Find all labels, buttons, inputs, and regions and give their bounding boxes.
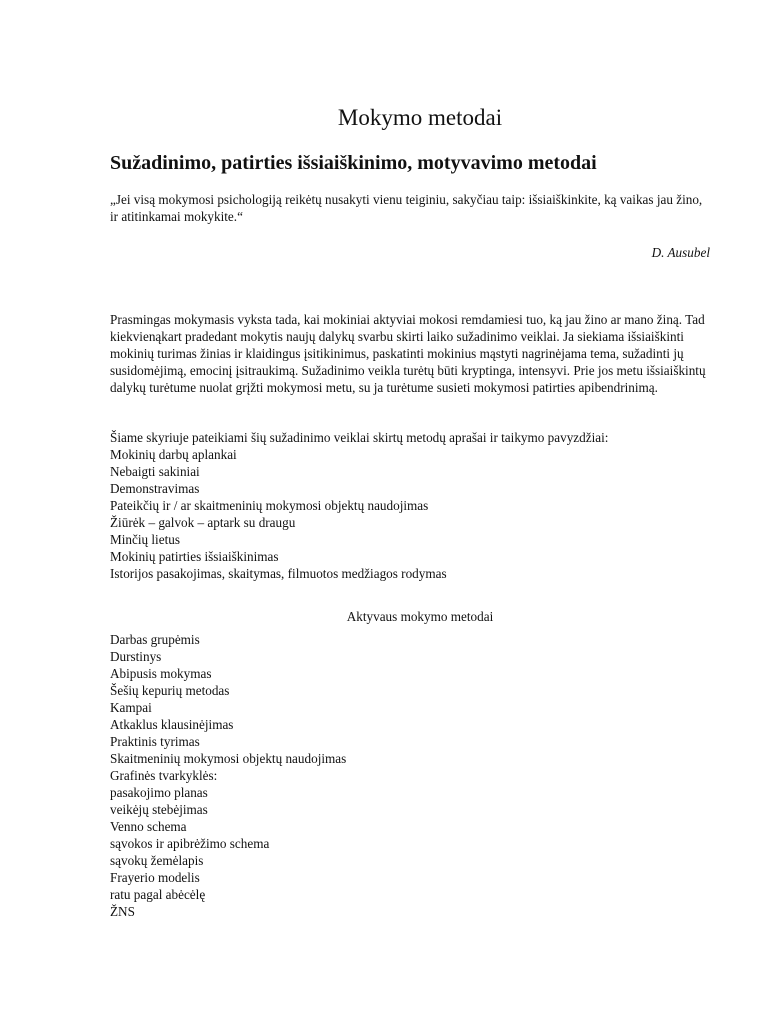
list-item: Šešių kepurių metodas [110,683,230,698]
list-item: Venno schema [110,819,187,834]
list-item: Atkaklus klausinėjimas [110,717,234,732]
active-methods-list [110,631,346,920]
list-item: Mokinių patirties išsiaiškinimas [110,549,279,564]
list-item: Frayerio modelis [110,870,200,885]
list-item: Praktinis tyrimas [110,734,200,749]
list-item: sąvokų žemėlapis [110,853,204,868]
arousal-methods-list [110,446,447,582]
list-item: Grafinės tvarkyklės: [110,768,218,783]
section-heading: Sužadinimo, patirties išsiaiškinimo, motyvavimo metodai [110,152,597,174]
list-item: Minčių lietus [110,532,180,547]
epigraph-quote: „Jei visą mokymosi psichologiją reikėtų nusakyti vienu teiginiu, sakyčiau taip: išsiaiškinkite, ką vaikas jau žino, ir atitinkamai mokykite.“ [110,192,703,224]
list-item: Abipusis mokymas [110,666,212,681]
list-item: Darbas grupėmis [110,632,200,647]
list-item: Skaitmeninių mokymosi objektų naudojimas [110,751,347,766]
list-item: Nebaigti sakiniai [110,464,200,479]
list-item: Kampai [110,700,152,715]
list-item: Mokinių darbų aplankai [110,447,237,462]
page-title: Mokymo metodai [337,105,503,130]
body-paragraph [110,311,714,396]
list-item: veikėjų stebėjimas [110,802,208,817]
section2-heading: Aktyvaus mokymo metodai [346,609,494,624]
quote-author: D. Ausubel [651,245,710,260]
list-item: pasakojimo planas [110,785,208,800]
list-item: sąvokos ir apibrėžimo schema [110,836,270,851]
list-item: Istorijos pasakojimas, skaitymas, filmuotos medžiagos rodymas [110,566,447,581]
list-item: ratu pagal abėcėlę [110,887,206,902]
list-item: ŽNS [110,904,135,919]
paragraph-text: Prasmingas mokymasis vyksta tada, kai mokiniai aktyviai mokosi remdamiesi tuo, ką jau žino ar mano žiną. Tad kiekvienąkart pradedant mokytis naujų dalykų svarbu skirti laiko sužadinimo veiklai. Ja siekiama išsiaiškinti mokinių turimas žinias ir klaidingus įsitikinimus, paskatinti mokinius mąstyti nagrinėjama tema, sužadinti jų susidomėjimą, emocinį įsitraukimą. Sužadinimo veikla turėtų būti kryptinga, intensyvi. Prie jos metu išsiaiškintų dalykų turėtume nuolat grįžti mokymosi metu, su ja turėtume susieti mokymosi patirties apibendrinimą. [110,312,706,395]
list-item: Demonstravimas [110,481,200,496]
list-intro: Šiame skyriuje pateikiami šių sužadinimo veiklai skirtų metodų aprašai ir taikymo pavyzdžiai: [110,430,609,445]
list-item: Žiūrėk – galvok – aptark su draugu [110,515,296,530]
list-item: Pateikčių ir / ar skaitmeninių mokymosi objektų naudojimas [110,498,429,513]
list-item: Durstinys [110,649,162,664]
